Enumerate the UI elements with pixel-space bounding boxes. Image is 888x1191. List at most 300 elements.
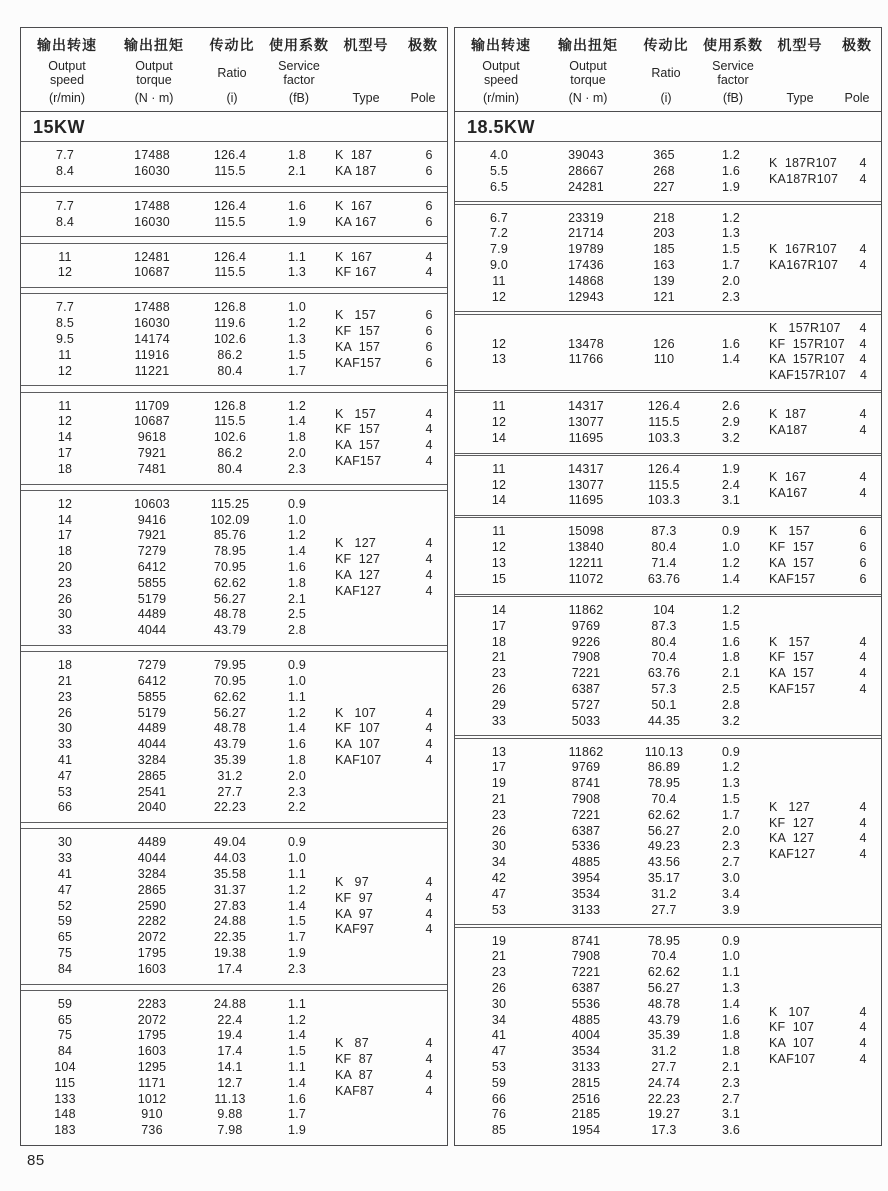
ratio-value: 62.62	[647, 965, 681, 980]
output-torque-value: 8741	[571, 933, 601, 948]
output-speed-value: 47	[491, 886, 507, 901]
pole-value: 4	[859, 799, 867, 814]
service-factor-value: 2.7	[722, 1091, 740, 1106]
type-row	[763, 540, 881, 556]
type-value: KA 187	[335, 163, 377, 178]
output-torque-value: 6387	[571, 681, 601, 696]
output-torque-value: 9416	[137, 512, 167, 527]
output-speed-value: 53	[491, 1059, 507, 1074]
type-value: KA 107	[769, 1036, 815, 1051]
pole-value: 4	[859, 666, 867, 681]
spec-group	[21, 141, 447, 187]
type-row	[763, 258, 881, 274]
output-speed-value: 75	[57, 946, 73, 960]
output-speed-value: 21	[491, 949, 507, 964]
table-row	[455, 949, 763, 965]
output-torque-value: 2072	[137, 1012, 167, 1027]
output-speed-value: 19	[491, 776, 507, 791]
ratio-value: 80.4	[217, 461, 243, 476]
output-speed-value: 66	[57, 800, 73, 815]
type-row	[763, 423, 881, 439]
ratio-value: 17.4	[217, 961, 243, 976]
table-row	[21, 265, 329, 281]
service-factor-value: 1.1	[288, 249, 306, 264]
type-value: K 127	[335, 536, 377, 551]
service-factor-value: 2.0	[288, 768, 306, 783]
ratio-value: 86.2	[217, 446, 243, 461]
output-torque-value: 4885	[571, 855, 601, 870]
header-label-en: Output torque	[569, 59, 607, 87]
ratio-value: 22.23	[213, 800, 247, 815]
header-col-type	[765, 35, 835, 105]
data-rows	[21, 399, 329, 478]
output-speed-value: 12	[491, 540, 507, 555]
ratio-value: 103.3	[647, 430, 681, 445]
type-value: KA 167	[335, 214, 377, 229]
output-speed-value: 23	[57, 575, 73, 590]
type-value: K 187	[335, 148, 373, 162]
output-torque-value: 14317	[568, 399, 604, 414]
output-torque-value: 2072	[137, 930, 167, 945]
ratio-value: 43.79	[213, 623, 247, 638]
output-torque-value: 5855	[137, 689, 167, 704]
output-torque-value: 4885	[571, 1012, 601, 1027]
pole-value: 4	[425, 874, 433, 889]
data-rows	[21, 199, 329, 231]
table-row	[455, 290, 763, 306]
type-value: KF 157	[335, 324, 381, 339]
header-col-type	[331, 35, 401, 105]
service-factor-value: 1.9	[288, 946, 306, 960]
type-value: KF 127	[335, 552, 381, 567]
output-speed-value: 85	[491, 1123, 507, 1138]
table-row	[455, 242, 763, 258]
type-value: K 157	[769, 524, 811, 539]
type-row	[329, 250, 447, 266]
output-torque-value: 17488	[134, 198, 170, 213]
service-factor-value: 1.3	[288, 265, 306, 280]
output-torque-value: 3534	[571, 886, 601, 901]
output-speed-value: 12	[491, 414, 507, 429]
output-speed-value: 7.2	[490, 226, 508, 241]
section-title-15kw: 15KW	[33, 117, 86, 137]
table-row	[21, 899, 329, 915]
service-factor-value: 2.3	[288, 461, 306, 476]
header-label-zh: 传动比	[643, 37, 689, 53]
pole-value: 4	[425, 1036, 433, 1051]
ratio-value: 56.27	[213, 705, 247, 720]
output-speed-value: 23	[491, 807, 507, 822]
table-row	[455, 903, 763, 919]
table-row	[21, 962, 329, 978]
header-label-en: Output torque	[135, 59, 173, 87]
ratio-value: 12.7	[217, 1075, 243, 1090]
data-rows	[455, 337, 763, 369]
pole-value: 4	[859, 1004, 867, 1019]
output-speed-value: 47	[57, 882, 73, 897]
service-factor-value: 2.0	[722, 273, 740, 288]
service-factor-value: 2.0	[722, 823, 740, 838]
output-speed-value: 34	[491, 1012, 507, 1027]
header-label-zh: 使用系数	[703, 37, 763, 53]
table-row	[21, 560, 329, 576]
output-speed-value: 133	[54, 1091, 76, 1106]
table-row	[455, 540, 763, 556]
ratio-value: 11.13	[214, 1091, 246, 1106]
ratio-value: 27.7	[217, 784, 243, 799]
type-value: K 187	[769, 407, 807, 422]
service-factor-value: 1.6	[288, 737, 306, 752]
type-row	[763, 321, 881, 337]
service-factor-value: 1.8	[288, 575, 306, 590]
pole-value: 4	[859, 469, 867, 484]
output-torque-value: 5336	[571, 839, 601, 854]
type-row	[763, 337, 881, 353]
ratio-value: 102.6	[213, 332, 247, 347]
ratio-value: 31.2	[217, 768, 243, 783]
output-speed-value: 26	[491, 823, 507, 838]
type-row	[329, 356, 447, 372]
pole-value: 6	[859, 524, 867, 539]
table-row	[21, 544, 329, 560]
service-factor-value: 1.7	[722, 807, 740, 822]
output-torque-value: 12943	[568, 289, 604, 304]
type-list	[329, 308, 447, 371]
output-speed-value: 75	[57, 1028, 73, 1043]
table-row	[455, 714, 763, 730]
service-factor-value: 1.0	[722, 540, 740, 555]
table-row	[21, 148, 329, 164]
output-torque-value: 910	[141, 1107, 163, 1122]
type-row	[329, 1068, 447, 1084]
type-list	[329, 199, 447, 231]
table-row	[21, 300, 329, 316]
ratio-value: 62.62	[647, 807, 681, 822]
output-speed-value: 30	[491, 996, 507, 1011]
output-torque-value: 11862	[568, 602, 604, 617]
type-row	[329, 706, 447, 722]
pole-value: 4	[425, 453, 433, 468]
output-speed-value: 47	[57, 768, 73, 783]
ratio-value: 70.4	[651, 650, 677, 665]
ratio-value: 115.5	[648, 414, 680, 429]
ratio-value: 31.37	[213, 882, 247, 897]
output-speed-value: 12	[57, 265, 73, 280]
table-row	[455, 431, 763, 447]
output-torque-value: 4044	[137, 737, 167, 752]
type-row	[763, 682, 881, 698]
type-value: KAF157	[335, 453, 382, 468]
ratio-value: 49.04	[213, 835, 247, 850]
type-value: KA 157	[769, 556, 815, 571]
ratio-value: 86.89	[647, 760, 681, 775]
type-list	[329, 148, 447, 180]
ratio-value: 48.78	[213, 721, 247, 736]
output-speed-value: 41	[491, 1028, 507, 1043]
service-factor-value: 1.6	[722, 1012, 740, 1027]
service-factor-value: 1.2	[722, 556, 740, 571]
output-speed-value: 18	[57, 461, 73, 476]
output-torque-value: 13077	[568, 477, 604, 492]
service-factor-value: 1.4	[288, 544, 306, 559]
ratio-value: 27.7	[651, 1059, 677, 1074]
ratio-value: 63.76	[647, 666, 681, 681]
service-factor-value: 1.5	[722, 791, 740, 806]
output-torque-value: 2040	[137, 800, 167, 815]
type-row	[329, 922, 447, 938]
table-row	[21, 576, 329, 592]
service-factor-value: 1.0	[288, 851, 306, 866]
data-rows	[21, 497, 329, 639]
table-row	[21, 430, 329, 446]
table-row	[21, 914, 329, 930]
output-torque-value: 5727	[571, 697, 601, 712]
ratio-value: 126.4	[213, 249, 247, 264]
service-factor-value: 1.1	[288, 689, 306, 704]
ratio-value: 48.78	[213, 607, 247, 622]
header-unit: (N · m)	[568, 91, 608, 105]
output-speed-value: 148	[54, 1107, 76, 1122]
service-factor-value: 3.2	[722, 713, 740, 728]
service-factor-value: 1.6	[722, 336, 740, 351]
header-label-zh: 输出转速	[37, 37, 97, 53]
ratio-value: 203	[653, 226, 675, 241]
spec-group	[455, 738, 881, 926]
spec-group	[21, 990, 447, 1145]
output-speed-value: 23	[57, 689, 73, 704]
header-label-zh: 使用系数	[269, 37, 329, 53]
type-value: K 167	[335, 249, 373, 264]
output-speed-value: 11	[58, 347, 72, 362]
ratio-value: 78.95	[647, 933, 681, 948]
output-torque-value: 5179	[137, 591, 167, 606]
pole-value: 4	[425, 753, 433, 768]
service-factor-value: 1.0	[288, 512, 306, 527]
type-value: K 97	[335, 874, 369, 889]
pole-value: 6	[859, 571, 867, 586]
output-speed-value: 5.5	[490, 163, 508, 178]
output-torque-value: 7908	[571, 949, 601, 964]
service-factor-value: 1.4	[288, 1028, 306, 1043]
service-factor-value: 1.2	[722, 602, 740, 617]
ratio-value: 227	[653, 179, 675, 194]
ratio-value: 126.8	[213, 398, 247, 413]
header-col-service-factor	[267, 35, 331, 105]
type-row	[329, 324, 447, 340]
header-unit: Type	[352, 91, 380, 105]
type-row	[329, 265, 447, 281]
ratio-value: 56.27	[647, 980, 681, 995]
service-factor-value: 1.1	[722, 965, 740, 980]
ratio-value: 27.83	[213, 898, 247, 913]
output-torque-value: 21714	[568, 226, 604, 241]
ratio-value: 44.35	[647, 713, 681, 728]
data-rows	[455, 745, 763, 919]
type-row	[329, 422, 447, 438]
output-torque-value: 9769	[571, 760, 601, 775]
service-factor-value: 1.2	[288, 882, 306, 897]
table-row	[21, 364, 329, 380]
table-row	[21, 851, 329, 867]
output-torque-value: 2541	[137, 784, 167, 799]
output-speed-value: 104	[54, 1060, 76, 1074]
output-torque-value: 17436	[568, 258, 604, 273]
output-speed-value: 7.7	[56, 300, 74, 315]
output-speed-value: 52	[57, 898, 73, 913]
type-row	[763, 156, 881, 172]
output-speed-value: 76	[491, 1107, 507, 1122]
spec-table-18-5kw	[454, 27, 882, 1146]
output-torque-value: 7221	[571, 666, 601, 681]
type-row	[763, 847, 881, 863]
service-factor-value: 1.4	[288, 414, 306, 429]
table-row	[21, 674, 329, 690]
pole-value: 6	[425, 308, 433, 323]
output-torque-value: 1295	[137, 1060, 167, 1074]
ratio-value: 27.7	[651, 902, 677, 917]
service-factor-value: 2.3	[288, 784, 306, 799]
output-torque-value: 1603	[137, 1044, 167, 1059]
ratio-value: 56.27	[647, 823, 681, 838]
table-row	[455, 274, 763, 290]
output-speed-value: 11	[58, 398, 72, 413]
table-row	[21, 769, 329, 785]
type-value: K 107	[769, 1004, 811, 1019]
output-speed-value: 30	[57, 607, 73, 622]
output-torque-value: 17488	[134, 148, 170, 162]
output-torque-value: 7908	[571, 791, 601, 806]
spec-group	[455, 392, 881, 453]
service-factor-value: 3.9	[722, 902, 740, 917]
table-row	[21, 446, 329, 462]
output-speed-value: 12	[491, 289, 507, 304]
service-factor-value: 2.2	[288, 800, 306, 815]
table-row	[21, 348, 329, 364]
type-value: K 107	[335, 705, 377, 720]
ratio-value: 22.23	[647, 1091, 681, 1106]
output-speed-value: 11	[58, 249, 72, 264]
table-row	[455, 352, 763, 368]
type-value: K 157	[335, 308, 377, 323]
output-torque-value: 8741	[571, 776, 601, 791]
table-row	[455, 226, 763, 242]
pole-value: 6	[425, 163, 433, 178]
table-row	[455, 211, 763, 227]
output-speed-value: 65	[57, 1012, 73, 1027]
pole-value: 4	[859, 815, 867, 830]
output-torque-value: 10603	[134, 496, 170, 511]
output-speed-value: 33	[491, 713, 507, 728]
ratio-value: 268	[653, 163, 675, 178]
service-factor-value: 1.1	[288, 867, 306, 882]
service-factor-value: 1.4	[722, 571, 740, 586]
service-factor-value: 1.2	[288, 528, 306, 543]
pole-value: 4	[425, 1067, 433, 1082]
type-row	[329, 568, 447, 584]
output-torque-value: 19789	[568, 242, 604, 257]
type-row	[329, 199, 447, 215]
table-row	[21, 513, 329, 529]
header-label-zh: 输出扭矩	[558, 37, 618, 53]
output-speed-value: 26	[57, 591, 73, 606]
table-row	[455, 745, 763, 761]
service-factor-value: 2.3	[722, 839, 740, 854]
header-label-zh: 输出扭矩	[124, 37, 184, 53]
type-value: KA167	[769, 485, 808, 500]
output-torque-value: 1603	[137, 961, 167, 976]
service-factor-value: 1.6	[722, 163, 740, 178]
header-unit: Type	[786, 91, 814, 105]
ratio-value: 43.79	[213, 737, 247, 752]
ratio-value: 163	[653, 258, 675, 273]
service-factor-value: 0.9	[722, 744, 740, 759]
spec-group	[21, 828, 447, 984]
ratio-value: 56.27	[213, 591, 247, 606]
output-speed-value: 14	[491, 430, 507, 445]
service-factor-value: 2.9	[722, 414, 740, 429]
ratio-value: 24.88	[213, 914, 247, 929]
output-speed-value: 33	[57, 737, 73, 752]
table-row	[455, 792, 763, 808]
service-factor-value: 1.8	[722, 1044, 740, 1059]
type-row	[329, 407, 447, 423]
pole-value: 6	[425, 148, 433, 162]
type-value: KA 157	[335, 438, 381, 453]
type-row	[763, 352, 881, 368]
type-value: KA 157	[335, 339, 381, 354]
type-list	[763, 407, 881, 439]
ratio-value: 102.09	[210, 512, 250, 527]
output-speed-value: 33	[57, 623, 73, 638]
ratio-value: 14.1	[217, 1060, 243, 1074]
service-factor-value: 1.4	[722, 352, 740, 367]
service-factor-value: 3.6	[722, 1123, 740, 1138]
output-speed-value: 13	[491, 352, 507, 367]
output-speed-value: 14	[57, 430, 73, 445]
output-torque-value: 9769	[571, 618, 601, 633]
table-row	[21, 199, 329, 215]
table-row	[455, 462, 763, 478]
output-torque-value: 16030	[134, 214, 170, 229]
ratio-value: 19.27	[647, 1107, 681, 1122]
service-factor-value: 1.9	[722, 179, 740, 194]
type-value: K 157R107	[769, 320, 841, 335]
table-row	[21, 867, 329, 883]
type-row	[329, 1036, 447, 1052]
service-factor-value: 2.7	[722, 855, 740, 870]
ratio-value: 126.8	[213, 300, 247, 315]
ratio-value: 85.76	[213, 528, 247, 543]
service-factor-value: 2.5	[288, 607, 306, 622]
table-row	[21, 737, 329, 753]
output-torque-value: 7279	[137, 544, 167, 559]
service-factor-value: 3.0	[722, 870, 740, 885]
ratio-value: 31.2	[651, 886, 677, 901]
pole-value: 4	[859, 1052, 867, 1067]
header-unit: (N · m)	[134, 91, 174, 105]
data-rows	[21, 658, 329, 816]
table-row	[455, 415, 763, 431]
service-factor-value: 1.9	[288, 1123, 306, 1138]
type-value: KA 97	[335, 906, 374, 921]
ratio-value: 126.4	[647, 399, 681, 414]
service-factor-value: 0.9	[288, 835, 306, 850]
table-row	[21, 1092, 329, 1108]
type-row	[763, 242, 881, 258]
table-row	[455, 839, 763, 855]
table-row	[455, 399, 763, 415]
type-value: KAF87	[335, 1083, 375, 1098]
